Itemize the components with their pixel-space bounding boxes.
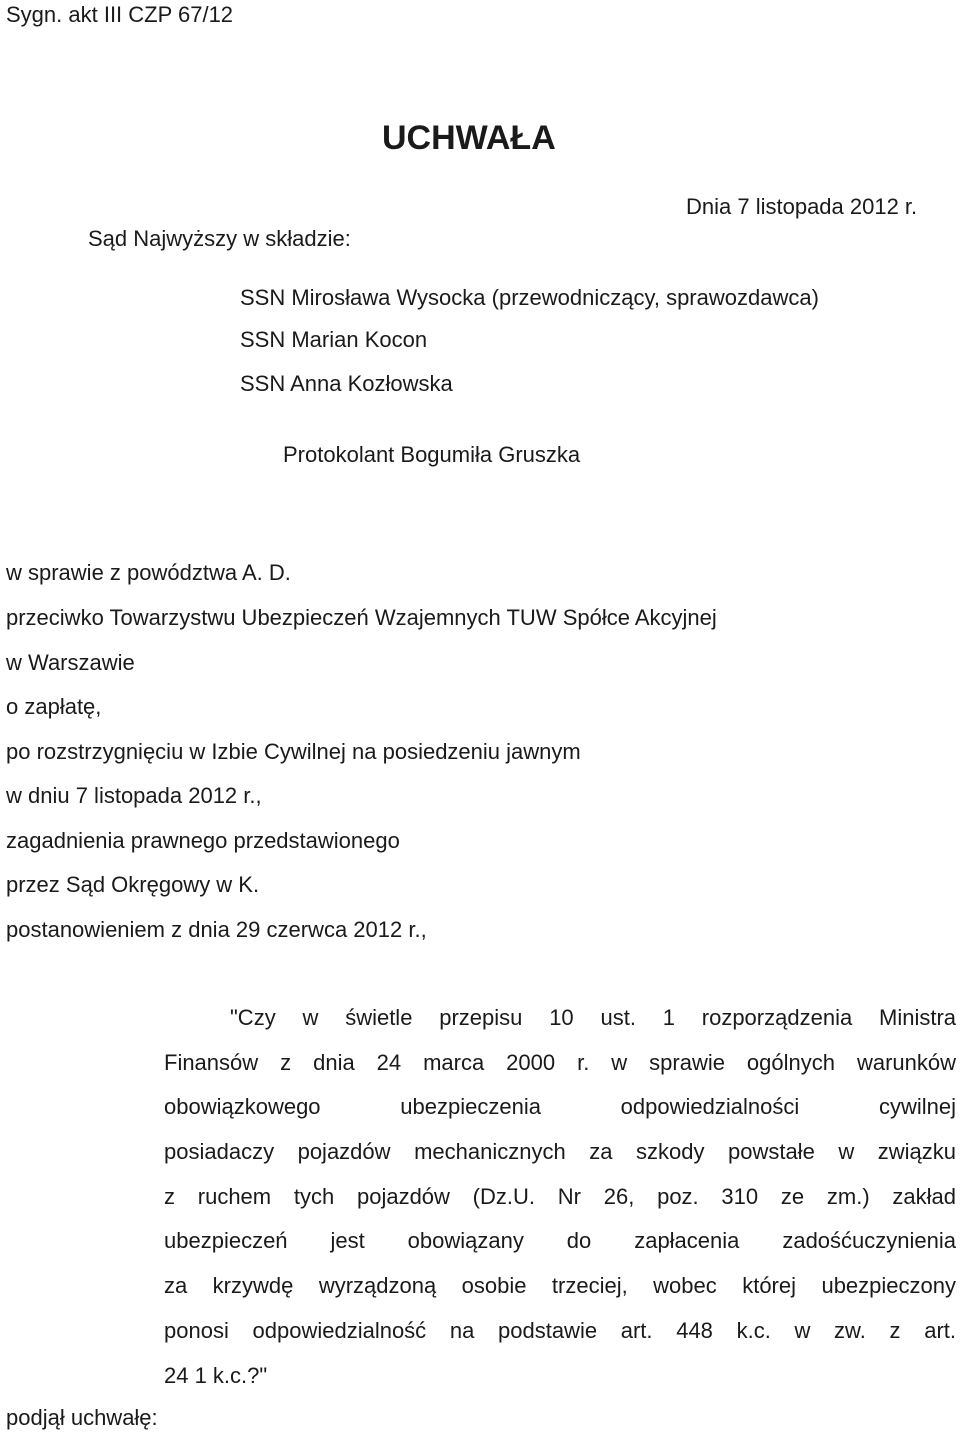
case-line: w dniu 7 listopada 2012 r., xyxy=(6,783,262,808)
case-line: postanowieniem z dnia 29 czerwca 2012 r., xyxy=(6,917,427,942)
document-title: UCHWAŁA xyxy=(382,119,556,157)
case-line: w Warszawie xyxy=(6,650,135,675)
case-line: w sprawie z powództwa A. D. xyxy=(6,560,291,585)
case-line: po rozstrzygnięciu w Izbie Cywilnej na posiedzeniu jawnym xyxy=(6,739,581,764)
question-line: za krzywdę wyrządzoną osobie trzeciej, wobec której ubezpieczony xyxy=(164,1273,956,1299)
judge-presiding: SSN Mirosława Wysocka (przewodniczący, sprawozdawca) xyxy=(240,285,819,310)
court-composition-label: Sąd Najwyższy w składzie: xyxy=(88,226,351,251)
court-recorder: Protokolant Bogumiła Gruszka xyxy=(283,442,581,467)
question-line: posiadaczy pojazdów mechanicznych za szkody powstałe w związku xyxy=(164,1139,956,1165)
legal-question xyxy=(164,996,956,1398)
case-line: o zapłatę, xyxy=(6,694,102,719)
question-line: z ruchem tych pojazdów (Dz.U. Nr 26, poz. 310 ze zm.) zakład xyxy=(164,1183,956,1209)
resolution-date: Dnia 7 listopada 2012 r. xyxy=(686,194,918,219)
question-line: ubezpieczeń jest obowiązany do zapłacenia zadośćuczynienia xyxy=(164,1228,956,1254)
judge-third: SSN Anna Kozłowska xyxy=(240,371,453,396)
case-line: zagadnienia prawnego przedstawionego xyxy=(6,828,400,853)
question-line: 24 1 k.c.?" xyxy=(164,1362,268,1388)
closing-statement: podjął uchwałę: xyxy=(6,1405,158,1430)
question-line: "Czy w świetle przepisu 10 ust. 1 rozporządzenia Ministra xyxy=(230,1005,956,1030)
judge-second: SSN Marian Kocon xyxy=(240,327,428,352)
case-line: przez Sąd Okręgowy w K. xyxy=(6,872,260,897)
case-line: przeciwko Towarzystwu Ubezpieczeń Wzajemnych TUW Spółce Akcyjnej xyxy=(6,605,717,630)
question-line: ponosi odpowiedzialność na podstawie art. 448 k.c. w zw. z art. xyxy=(164,1317,956,1343)
question-line: obowiązkowego ubezpieczenia odpowiedzialności cywilnej xyxy=(164,1094,956,1120)
question-line: Finansów z dnia 24 marca 2000 r. w sprawie ogólnych warunków xyxy=(164,1049,956,1075)
case-signature: Sygn. akt III CZP 67/12 xyxy=(6,2,234,27)
